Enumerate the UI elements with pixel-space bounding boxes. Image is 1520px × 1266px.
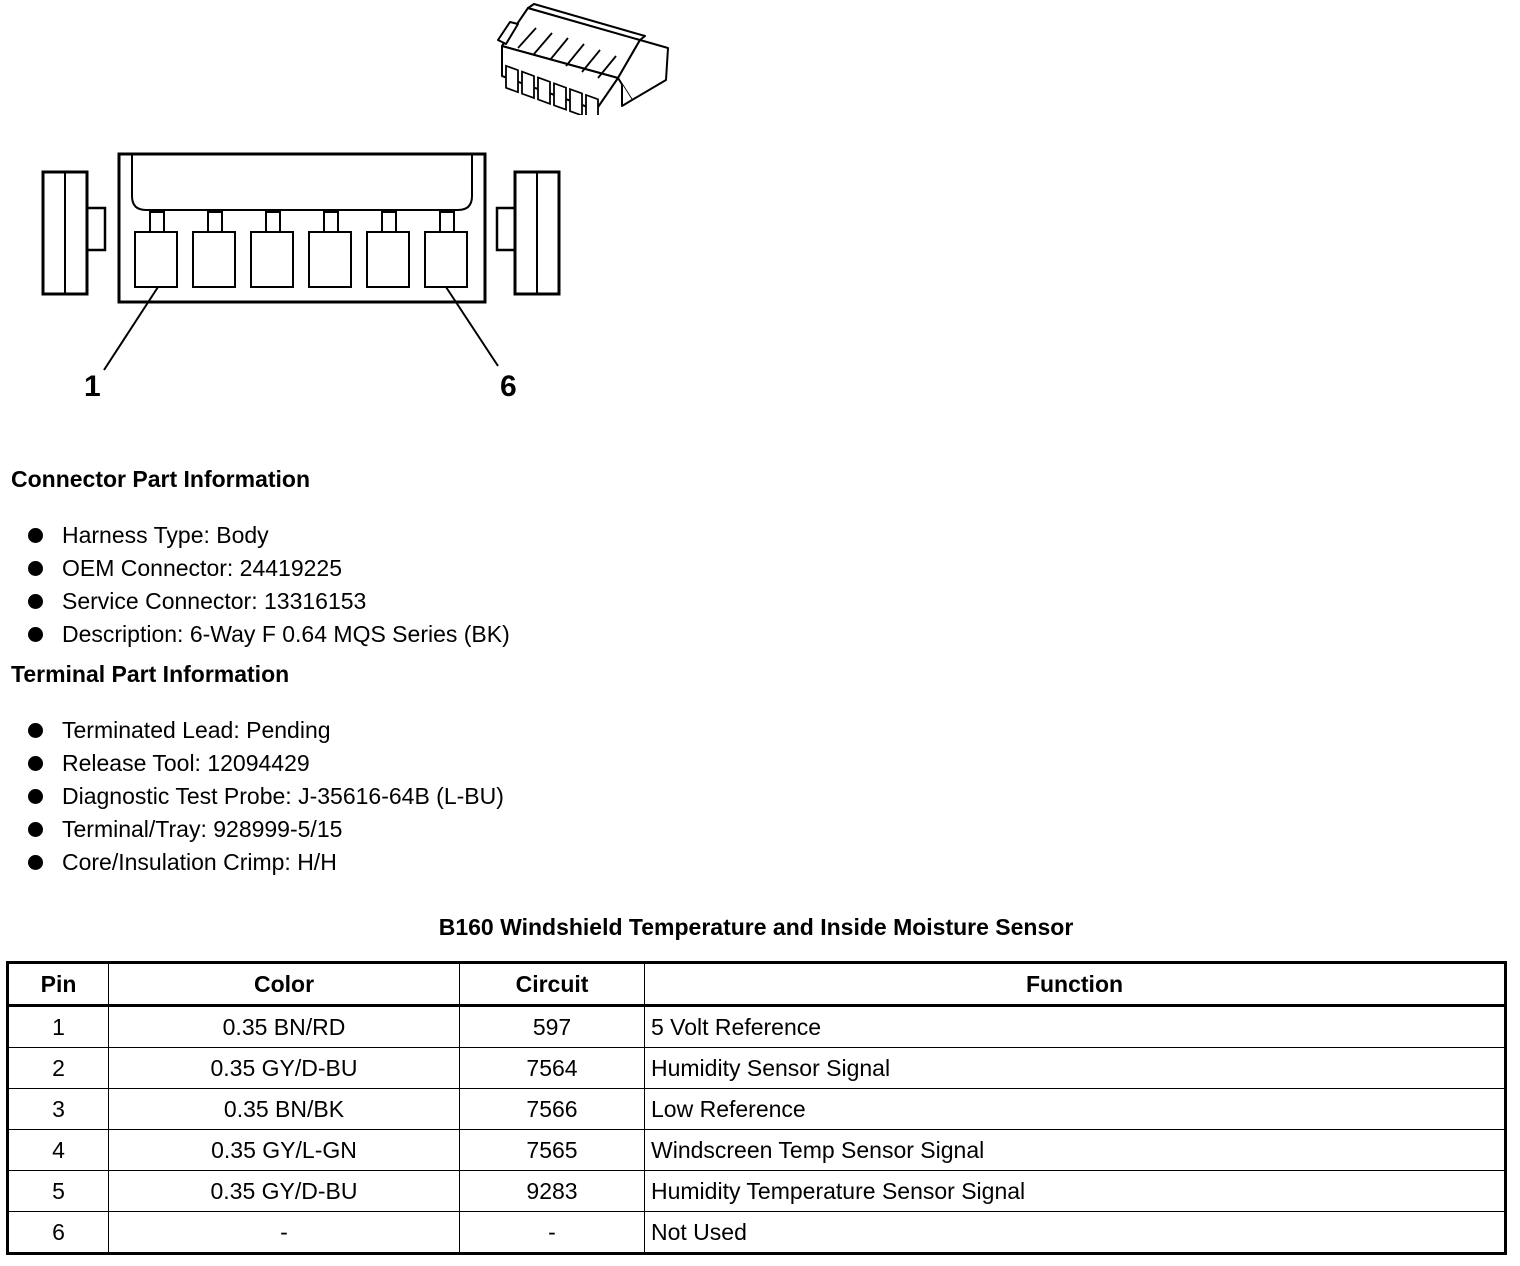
header-function: Function	[645, 963, 1506, 1006]
table-row	[8, 1212, 1506, 1254]
cell-function: Humidity Sensor Signal	[645, 1048, 1506, 1089]
connector-info-list	[28, 519, 510, 651]
cell-pin: 5	[8, 1171, 109, 1212]
terminal-info-heading: Terminal Part Information	[11, 661, 290, 687]
connector-info-heading: Connector Part Information	[11, 466, 311, 492]
list-item: Description: 6-Way F 0.64 MQS Series (BK)	[28, 618, 510, 651]
cell-pin: 4	[8, 1130, 109, 1171]
table-header-row	[8, 963, 1506, 1006]
table-row	[8, 1006, 1506, 1048]
header-circuit: Circuit	[460, 963, 645, 1006]
cell-circuit: 9283	[460, 1171, 645, 1212]
bullet-icon	[28, 855, 43, 870]
list-item: Release Tool: 12094429	[28, 747, 504, 780]
pinout-table	[6, 961, 1507, 1255]
list-item: Diagnostic Test Probe: J-35616-64B (L-BU)	[28, 780, 504, 813]
cell-circuit: 7564	[460, 1048, 645, 1089]
list-item: Harness Type: Body	[28, 519, 510, 552]
pin-1-label: 1	[84, 370, 101, 403]
cell-circuit: 7565	[460, 1130, 645, 1171]
header-pin: Pin	[8, 963, 109, 1006]
list-item: Terminated Lead: Pending	[28, 714, 504, 747]
list-item: OEM Connector: 24419225	[28, 552, 510, 585]
connector-3d-illustration	[490, 0, 680, 115]
cell-color: 0.35 BN/BK	[109, 1089, 460, 1130]
terminal-info-list	[28, 714, 504, 879]
table-row	[8, 1048, 1506, 1089]
list-item: Core/Insulation Crimp: H/H	[28, 846, 504, 879]
list-item: Terminal/Tray: 928999-5/15	[28, 813, 504, 846]
pin-6-label: 6	[500, 370, 517, 403]
cell-color: 0.35 GY/D-BU	[109, 1048, 460, 1089]
list-item: Service Connector: 13316153	[28, 585, 510, 618]
cell-color: -	[109, 1212, 460, 1254]
cell-color: 0.35 GY/D-BU	[109, 1171, 460, 1212]
bullet-icon	[28, 627, 43, 642]
table-row	[8, 1089, 1506, 1130]
table-row	[8, 1130, 1506, 1171]
table-row	[8, 1171, 1506, 1212]
header-color: Color	[109, 963, 460, 1006]
bullet-icon	[28, 723, 43, 738]
cell-function: Humidity Temperature Sensor Signal	[645, 1171, 1506, 1212]
bullet-icon	[28, 528, 43, 543]
bullet-icon	[28, 789, 43, 804]
cell-circuit: 597	[460, 1006, 645, 1048]
bullet-icon	[28, 561, 43, 576]
cell-function: 5 Volt Reference	[645, 1006, 1506, 1048]
cell-function: Windscreen Temp Sensor Signal	[645, 1130, 1506, 1171]
bullet-icon	[28, 756, 43, 771]
bullet-icon	[28, 822, 43, 837]
cell-pin: 1	[8, 1006, 109, 1048]
cell-pin: 3	[8, 1089, 109, 1130]
cell-function: Low Reference	[645, 1089, 1506, 1130]
cell-pin: 6	[8, 1212, 109, 1254]
cell-pin: 2	[8, 1048, 109, 1089]
table-title: B160 Windshield Temperature and Inside Moisture Sensor	[438, 914, 1074, 940]
cell-function: Not Used	[645, 1212, 1506, 1254]
bullet-icon	[28, 594, 43, 609]
cell-circuit: 7566	[460, 1089, 645, 1130]
cell-circuit: -	[460, 1212, 645, 1254]
cell-color: 0.35 GY/L-GN	[109, 1130, 460, 1171]
cell-color: 0.35 BN/RD	[109, 1006, 460, 1048]
